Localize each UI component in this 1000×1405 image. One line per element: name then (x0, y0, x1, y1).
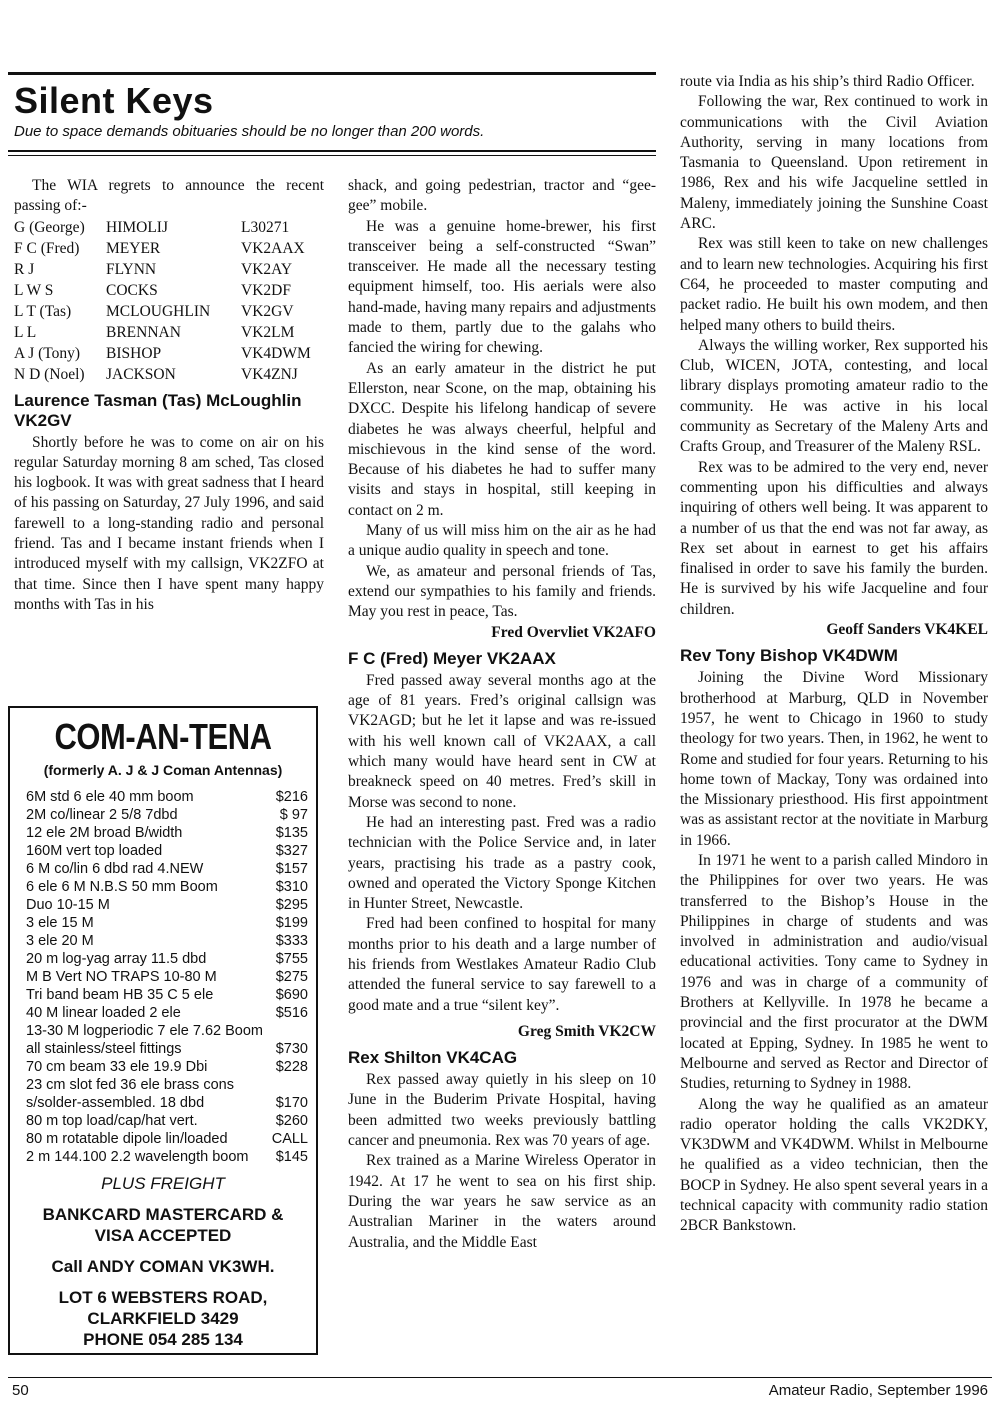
ad-item-description: all stainless/steel fittings (26, 1041, 182, 1057)
ad-item-description: Tri band beam HB 35 C 5 ele (26, 987, 214, 1003)
passing-given-name: L L (14, 323, 37, 341)
fred-p1: Fred passed away several months ago at the age of 81 years. Fred’s original callsign was VK2AGD; but he let it lapse and was re-issued with his well known call of VK2AAX, a call which many would have heard sent in CW at breakneck speed on 40 metres. Fred’s skill in Morse was second to none. (348, 671, 656, 811)
ad-price-item (26, 986, 308, 1004)
tony-p1: Joining the Divine Word Missionary brotherhood at Marburg, QLD in November 1957, he went to Chicago in 1960 to study theology for two years. Then, in 1962, he went to Rome and studied for four years. Returning to his home town of Mackay, Tony was ordained into the Missionary priesthood. His first appointment was as assistant rector at the novitiate in Marburg in 1966. (680, 669, 988, 849)
column-1 (14, 176, 324, 615)
page-subtitle: Due to space demands obituaries should be no longer than 200 words. (14, 123, 485, 140)
ad-item-description: 70 cm beam 33 ele 19.9 Dbi (26, 1059, 208, 1075)
signature-overvliet: Fred Overvliet VK2AFO (491, 623, 656, 641)
ad-item-description: 6 ele 6 M N.B.S 50 mm Boom (26, 879, 218, 895)
ad-item-price: $260 (275, 1113, 308, 1129)
ad-item-description: M B Vert NO TRAPS 10-80 M (26, 969, 217, 985)
ad-item-price: $516 (275, 1005, 308, 1021)
ad-price-list (26, 788, 308, 1166)
ad-item-description: Duo 10-15 M (26, 897, 110, 913)
intro-text: The WIA regrets to announce the recent passing of:- (14, 177, 324, 215)
ad-price-item (26, 914, 308, 932)
col2-p5: We, as amateur and personal friends of Tas, extend our sympathies to his family and friends. May you rest in peace, Tas. (348, 562, 656, 621)
passing-callsign: VK2GV (241, 302, 294, 320)
passing-callsign: VK4DWM (241, 344, 311, 362)
col3-p2: Following the war, Rex continued to work in communications with the Civil Aviation Authority, serving in many locations from Tasmania to Queensland. Upon retirement in 1986, Rex and his wife Jacqueline settled in Maleny, immediately joining the Sunshine Coast ARC. (680, 93, 988, 233)
passing-given-name: N D (Noel) (14, 365, 85, 383)
ad-item-price: $690 (275, 987, 308, 1003)
ad-price-item (26, 878, 308, 896)
ad-item-price: $145 (275, 1149, 308, 1165)
page-number: 50 (12, 1382, 29, 1399)
col3-p4: Always the willing worker, Rex supported his Club, WICEN, JOTA, contesting, and local library displays promoting amateur radio to the community. He was active in his local community as Secretary of the Maleny Arts and Crafts Group, and Treasurer of the Maleny RSL. (680, 336, 988, 456)
passing-callsign: VK2AAX (241, 239, 305, 257)
tony-heading: Rev Tony Bishop VK4DWM (680, 646, 898, 666)
tony-p2: In 1971 he went to a parish called Mindoro in the Philippines for over two years. He was transferred to the Bishop’s House in the Philippines in charge of students and was involved in administration and audio/visual educational activities. Tony came to Sydney in 1976 and was in charge of a community of Brothers at Kellyville. In 1978 he became a provincial and the first procurator at the DWM located at Epping, Sydney. In 1985 he went to Melbourne and served as Rector and Director of Studies, returning to Sydney in 1988. (680, 851, 988, 1093)
ad-price-item (26, 1148, 308, 1166)
ad-price-item (26, 950, 308, 968)
rex-heading: Rex Shilton VK4CAG (348, 1048, 518, 1068)
ad-price-item (26, 968, 308, 986)
ad-price-item (26, 860, 308, 878)
passing-row (14, 343, 321, 364)
ad-cards: BANKCARD MASTERCARD & VISA ACCEPTED (42, 1205, 284, 1245)
passing-row (14, 217, 321, 238)
passing-table (14, 217, 321, 385)
passing-surname: HIMOLIJ (106, 218, 168, 236)
ad-item-price: $228 (275, 1059, 308, 1075)
fred-heading: F C (Fred) Meyer VK2AAX (348, 648, 556, 668)
ad-price-item (26, 788, 308, 806)
ad-item-description: 3 ele 15 M (26, 915, 94, 931)
passing-surname: COCKS (106, 281, 158, 299)
col2-p2: He was a genuine home-brewer, his first transceiver being a self-constructed “Swan” transceiver. He made all the necessary testing equipment himself, too. His aerials were also hand-made, having many repairs and adjustments made to them, partly due to the galahs who fancied the wiring for chewing. (348, 217, 656, 357)
ad-item-price: $295 (275, 897, 308, 913)
passing-surname: BISHOP (106, 344, 162, 362)
passing-given-name: L W S (14, 281, 54, 299)
passing-given-name: R J (14, 260, 35, 278)
ad-item-price: $275 (275, 969, 308, 985)
ad-price-item (26, 1094, 308, 1112)
com-an-tena-ad (8, 706, 318, 1355)
header-bottom-rule-2 (8, 155, 656, 156)
ad-address-2: CLARKFIELD 3429 (87, 1309, 239, 1328)
footer-rule (8, 1377, 992, 1378)
ad-item-price: $ 97 (279, 807, 308, 823)
ad-freight: PLUS FREIGHT (101, 1174, 225, 1193)
ad-price-item (26, 1112, 308, 1130)
passing-callsign: VK4ZNJ (241, 365, 298, 383)
tony-p3: Along the way he qualified as an amateur radio operator holding the calls VK2DKY, VK3DWM and VK4DWM. Whilst in Melbourne he qualified as a video technician, then the BOCP in Sydney. He also spent several years in a technical capacity with community radio station 2BCR Bankstown. (680, 1095, 988, 1235)
ad-item-price (268, 1076, 308, 1094)
passing-given-name: L T (Tas) (14, 302, 72, 320)
passing-surname: FLYNN (106, 260, 157, 278)
ad-item-price: $157 (275, 861, 308, 877)
ad-item-price: $199 (275, 915, 308, 931)
ad-price-item (26, 806, 308, 824)
passing-row (14, 322, 321, 343)
ad-item-description: 20 m log-yag array 11.5 dbd (26, 951, 207, 967)
passing-surname: MEYER (106, 239, 161, 257)
header-top-rule (8, 72, 656, 75)
passing-callsign: VK2LM (241, 323, 295, 341)
column-3 (680, 72, 988, 1237)
col3-p5: Rex was to be admired to the very end, never commenting upon his difficulties and always inquiring of others well being. It was apparent to a number of us that the end was not far away, as Rex set about in earnest to get his affairs finalised in order to save his family the burden. He is survived by his wife Jacqueline and four children. (680, 458, 988, 618)
col3-p1: route via India as his ship’s third Radio Officer. (680, 73, 975, 90)
ad-item-price: $755 (275, 951, 308, 967)
passing-surname: MCLOUGHLIN (106, 302, 211, 320)
ad-item-description: 23 cm slot fed 36 ele brass cons (26, 1077, 234, 1093)
ad-price-item (26, 1076, 308, 1094)
ad-item-description: 2M co/linear 2 5/8 7dbd (26, 807, 178, 823)
ad-price-item (26, 1040, 308, 1058)
ad-item-price: $216 (275, 789, 308, 805)
ad-item-description: s/solder-assembled. 18 dbd (26, 1095, 205, 1111)
ad-title: COM-AN-TENA (54, 716, 272, 757)
signature-smith: Greg Smith VK2CW (517, 1022, 656, 1040)
col2-p1: shack, and going pedestrian, tractor and “gee-gee” mobile. (348, 177, 656, 215)
ad-price-item (26, 896, 308, 914)
rex-p2: Rex trained as a Marine Wireless Operator in 1942. At 17 he went to sea on his first ship. During the war years he saw service as an Australian Mariner in the waters around Australia, and the Middle East (348, 1152, 656, 1251)
passing-given-name: G (George) (14, 218, 85, 236)
tas-heading: Laurence Tasman (Tas) McLoughlin VK2GV (14, 390, 302, 430)
ad-price-item (26, 1022, 308, 1040)
ad-call: Call ANDY COMAN VK3WH. (51, 1257, 275, 1276)
ad-item-description: 3 ele 20 M (26, 933, 94, 949)
ad-item-description: 2 m 144.100 2.2 wavelength boom (26, 1149, 249, 1165)
ad-phone: PHONE 054 285 134 (83, 1330, 243, 1349)
ad-address-1: LOT 6 WEBSTERS ROAD, (58, 1288, 268, 1307)
ad-item-price: $135 (275, 825, 308, 841)
signature-sanders: Geoff Sanders VK4KEL (826, 621, 988, 639)
passing-given-name: F C (Fred) (14, 239, 80, 257)
passing-row (14, 280, 321, 301)
col2-p3: As an early amateur in the district he put Ellerston, near Scone, on the map, obtaining his DXCC. Despite his lifelong handicap of severe diabetes he was always cheerful, helpful and mischievous in the kind sense of the word. Because of his diabetes he had to suffer many visits and stays in hospital, still keeping in contact on 2 m. (348, 359, 656, 519)
ad-price-item (26, 1130, 308, 1148)
col3-p3: Rex was still keen to take on new challenges and to learn new technologies. Acquiring his first C64, he proceeded to master computing and packet radio. He built his own modem, and then helped many others to build theirs. (680, 235, 988, 334)
column-2 (348, 176, 656, 1253)
passing-callsign: L30271 (241, 218, 290, 236)
passing-row (14, 364, 321, 385)
col2-p4: Many of us will miss him on the air as he had a unique audio quality in speech and tone. (348, 522, 656, 560)
passing-surname: JACKSON (106, 365, 176, 383)
ad-item-description: 13-30 M logperiodic 7 ele 7.62 Boom (26, 1023, 263, 1039)
ad-item-price: CALL (271, 1131, 308, 1147)
ad-item-description: 80 m rotatable dipole lin/loaded (26, 1131, 228, 1147)
ad-item-price (268, 1022, 308, 1040)
tas-paragraph: Shortly before he was to come on air on his regular Saturday morning 8 am sched, Tas closed his logbook. It was with great sadness that I heard of his passing on Saturday, 27 July 1996, and said farewell to a long-standing radio and personal friend. Tas and I became instant friends when I introduced myself with my callsign, VK2ZFO at that time. Since then I have spent many happy months with Tas in his (14, 433, 324, 613)
ad-price-item (26, 824, 308, 842)
ad-item-description: 6 M co/lin 6 dbd rad 4.NEW (26, 861, 204, 877)
ad-item-price: $730 (275, 1041, 308, 1057)
fred-p2: He had an interesting past. Fred was a radio technician with the Police Service and, in later years, practising his trade as a pastry cook, owned and operated the Victory Sponge Kitchen in Hunter Street, Newcastle. (348, 813, 656, 913)
ad-item-price: $327 (275, 843, 308, 859)
header-bottom-rule (8, 150, 656, 152)
ad-item-description: 80 m top load/cap/hat vert. (26, 1113, 198, 1129)
passing-row (14, 259, 321, 280)
ad-item-price: $170 (275, 1095, 308, 1111)
ad-price-item (26, 1004, 308, 1022)
ad-footer (10, 1174, 316, 1350)
passing-surname: BRENNAN (106, 323, 181, 341)
passing-row (14, 238, 321, 259)
passing-callsign: VK2AY (241, 260, 293, 278)
passing-callsign: VK2DF (241, 281, 291, 299)
ad-item-price: $310 (275, 879, 308, 895)
ad-price-item (26, 842, 308, 860)
ad-subtitle: (formerly A. J & J Coman Antennas) (43, 762, 283, 778)
passing-row (14, 301, 321, 322)
ad-item-description: 40 M linear loaded 2 ele (26, 1005, 181, 1021)
ad-item-description: 6M std 6 ele 40 mm boom (26, 789, 194, 805)
passing-given-name: A J (Tony) (14, 344, 81, 362)
page-title: Silent Keys (14, 80, 214, 121)
ad-item-price: $333 (275, 933, 308, 949)
rex-p1: Rex passed away quietly in his sleep on 10 June in the Buderim Private Hospital, having been admitted two weeks previously battling cancer and pneumonia. Rex was 70 years of age. (348, 1071, 656, 1150)
fred-p3: Fred had been confined to hospital for many months prior to his death and a large number of his friends from Westlakes Amateur Radio Club attended the funeral service to say farewell to a good mate and a true “silent key”. (348, 915, 656, 1014)
publication-info: Amateur Radio, September 1996 (768, 1382, 988, 1399)
ad-item-description: 160M vert top loaded (26, 843, 163, 859)
ad-price-item (26, 1058, 308, 1076)
ad-item-description: 12 ele 2M broad B/width (26, 825, 183, 841)
ad-price-item (26, 932, 308, 950)
